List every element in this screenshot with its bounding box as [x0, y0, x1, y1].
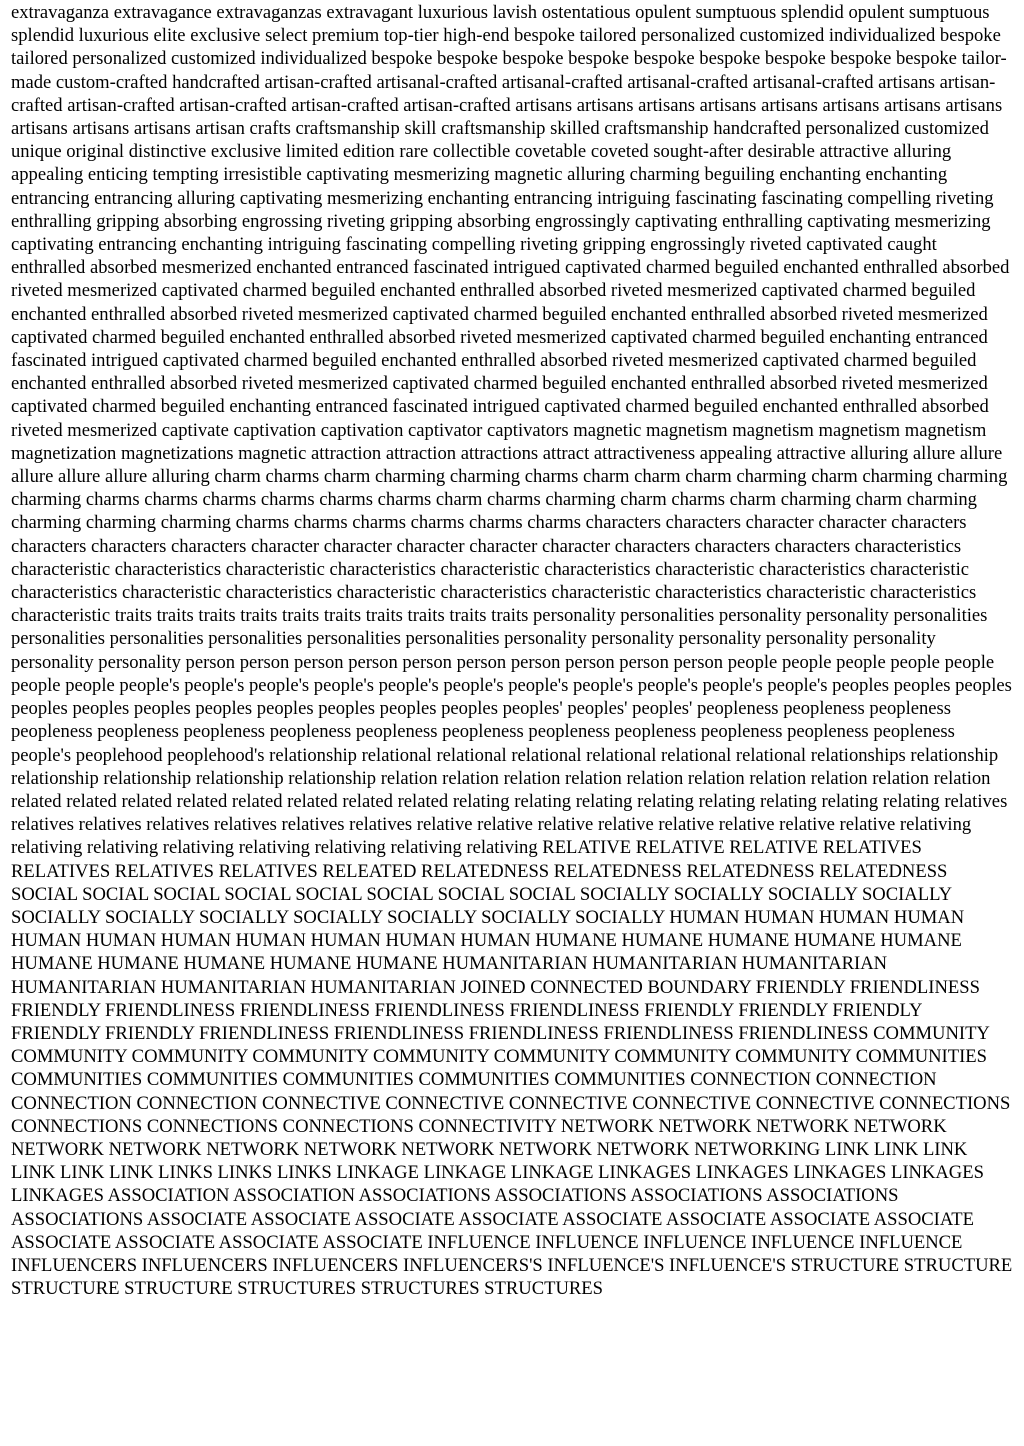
document-body-text: extravaganza extravagance extravaganzas extravagant luxurious lavish ostentatious opulent sumptuous splendid opulent sumptuous splendid luxurious elite exclusive select premium top-tier high-end bespoke tailored personalized customized individualized bespoke tailored personalized customized individualized bespoke bespoke bespoke bespoke bespoke bespoke bespoke bespoke bespoke tailor-made custom-crafted handcrafted artisan-crafted artisanal-crafted artisanal-crafted artisanal-crafted artisanal-crafted artisans artisan-crafted artisan-crafted artisan-crafted artisan-crafted artisan-crafted artisans artisans artisans artisans artisans artisans artisans artisans artisans artisans artisans artisan crafts craftsmanship skill craftsmanship skilled craftsmanship handcrafted personalized customized unique original distinctive exclusive limited edition rare collectible covetable coveted sought-after desirable attractive alluring appealing enticing tempting irresistible captivating mesmerizing magnetic alluring charming beguiling enchanting enchanting entrancing entrancing alluring captivating mesmerizing enchanting entrancing intriguing fascinating fascinating compelling riveting enthralling gripping absorbing engrossing riveting gripping absorbing engrossingly captivating enthralling captivating mesmerizing captivating entrancing enchanting intriguing fascinating compelling riveting gripping engrossingly riveted captivated caught enthralled absorbed mesmerized enchanted entranced fascinated intrigued captivated charmed beguiled enchanted enthralled absorbed riveted mesmerized captivated charmed beguiled enchanted enthralled absorbed riveted mesmerized captivated charmed beguiled enchanted enthralled absorbed riveted mesmerized captivated charmed beguiled enchanted enthralled absorbed riveted mesmerized captivated charmed beguiled enchanted enthralled absorbed riveted mesmerized captivated charmed beguiled enchanting entranced fascinated intrigued captivated charmed beguiled enchanted enthralled absorbed riveted mesmerized captivated charmed beguiled enchanted enthralled absorbed riveted mesmerized captivated charmed beguiled enchanted enthralled absorbed riveted mesmerized captivated charmed beguiled enchanting entranced fascinated intrigued captivated charmed beguiled enchanted enthralled absorbed riveted mesmerized captivate captivation captivation captivator captivators magnetic magnetism magnetism magnetism magnetism magnetization magnetizations magnetic attraction attraction attractions attract attractiveness appealing attractive alluring allure allure allure allure allure alluring charm charms charm charming charming charms charm charm charm charming charm charming charming charming charms charms charms charms charms charms charm charms charming charm charms charm charming charm charming charming charming charming charms charms charms charms charms charms characters characters character character characters characters characters characters character character character character character characters characters characters characteristics characteristic characteristics characteristic characteristics characteristic characteristics characteristic characteristics characteristic characteristics characteristic characteristics characteristic characteristics characteristic characteristics characteristic characteristics characteristic traits traits traits traits traits traits traits traits traits traits personality personalities personality personality personalities personalities personalities personalities personalities personalities personality personality personality personality personality personality personality person person person person person person person person person person people people people people people people people people's people's people's people's people's people's people's people's people's people's people's peoples peoples peoples peoples peoples peoples peoples peoples peoples peoples peoples peoples' peoples' peoples' peopleness peopleness peopleness peopleness peopleness peopleness peopleness peopleness peopleness peopleness peopleness peopleness peopleness peopleness people's peoplehood peoplehood's relationship relational relational relational relational relational relational relationships relationship relationship relationship relationship relationship relation relation relation relation relation relation relation relation relation relation related related related related related related related related relating relating relating relating relating relating relating relating relatives relatives relatives relatives relatives relatives relatives relative relative relative relative relative relative relative relative relativing relativing relativing relativing relativing relativing relativing relativing RELATIVE RELATIVE RELATIVE RELATIVES RELATIVES RELATIVES RELATIVES RELEATED RELATEDNESS RELATEDNESS RELATEDNESS RELATEDNESS SOCIAL SOCIAL SOCIAL SOCIAL SOCIAL SOCIAL SOCIAL SOCIAL SOCIALLY SOCIALLY SOCIALLY SOCIALLY SOCIALLY SOCIALLY SOCIALLY SOCIALLY SOCIALLY SOCIALLY SOCIALLY HUMAN HUMAN HUMAN HUMAN HUMAN HUMAN HUMAN HUMAN HUMAN HUMAN HUMAN HUMANE HUMANE HUMANE HUMANE HUMANE HUMANE HUMANE HUMANE HUMANE HUMANE HUMANITARIAN HUMANITARIAN HUMANITARIAN HUMANITARIAN HUMANITARIAN HUMANITARIAN JOINED CONNECTED BOUNDARY FRIENDLY FRIENDLINESS FRIENDLY FRIENDLINESS FRIENDLINESS FRIENDLINESS FRIENDLINESS FRIENDLY FRIENDLY FRIENDLY FRIENDLY FRIENDLY FRIENDLINESS FRIENDLINESS FRIENDLINESS FRIENDLINESS FRIENDLINESS COMMUNITY COMMUNITY COMMUNITY COMMUNITY COMMUNITY COMMUNITY COMMUNITY COMMUNITY COMMUNITIES COMMUNITIES COMMUNITIES COMMUNITIES COMMUNITIES COMMUNITIES CONNECTION CONNECTION CONNECTION CONNECTION CONNECTIVE CONNECTIVE CONNECTIVE CONNECTIVE CONNECTIVE CONNECTIONS CONNECTIONS CONNECTIONS CONNECTIONS CONNECTIVITY NETWORK NETWORK NETWORK NETWORK NETWORK NETWORK NETWORK NETWORK NETWORK NETWORK NETWORK NETWORKING LINK LINK LINK LINK LINK LINK LINKS LINKS LINKS LINKAGE LINKAGE LINKAGE LINKAGES LINKAGES LINKAGES LINKAGES LINKAGES ASSOCIATION ASSOCIATION ASSOCIATIONS ASSOCIATIONS ASSOCIATIONS ASSOCIATIONS ASSOCIATIONS ASSOCIATE ASSOCIATE ASSOCIATE ASSOCIATE ASSOCIATE ASSOCIATE ASSOCIATE ASSOCIATE ASSOCIATE ASSOCIATE ASSOCIATE ASSOCIATE INFLUENCE INFLUENCE INFLUENCE INFLUENCE INFLUENCE INFLUENCERS INFLUENCERS INFLUENCERS INFLUENCERS'S INFLUENCE'S INFLUENCE'S STRUCTURE STRUCTURE STRUCTURE STRUCTURE STRUCTURES STRUCTURES STRUCTURES [11, 2, 1013, 1300]
